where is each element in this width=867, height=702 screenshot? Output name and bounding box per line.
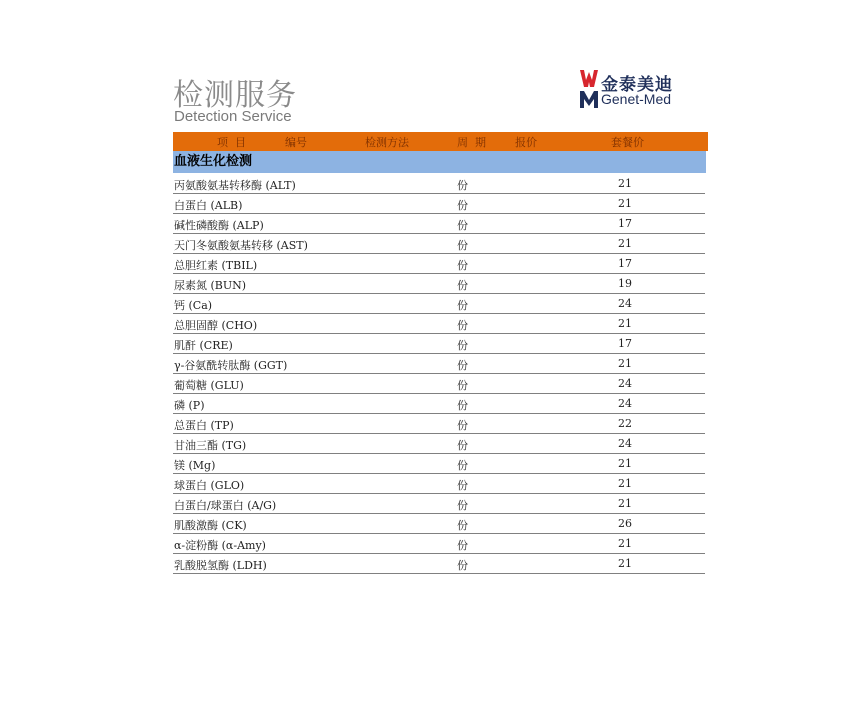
- unit: 份: [457, 459, 468, 472]
- table-row: [173, 514, 705, 534]
- test-name: 总胆固醇 (CHO): [174, 319, 258, 332]
- test-name: 球蛋白 (GLO): [174, 479, 245, 492]
- unit: 份: [457, 259, 468, 272]
- table-header: [173, 132, 708, 151]
- table-row: [173, 474, 705, 494]
- table-row: [173, 174, 705, 194]
- table-row: [173, 554, 705, 574]
- unit: 份: [457, 199, 468, 212]
- test-name: 碱性磷酸酶 (ALP): [174, 219, 264, 232]
- price: 17: [618, 217, 632, 230]
- unit: 份: [457, 299, 468, 312]
- header-quote: 报价: [515, 136, 537, 149]
- price: 21: [618, 197, 632, 210]
- unit: 份: [457, 219, 468, 232]
- test-name: α-淀粉酶 (α-Amy): [174, 539, 266, 552]
- table-row: [173, 434, 705, 454]
- logo-text-cn: 金泰美迪: [601, 75, 673, 95]
- test-name: 钙 (Ca): [174, 299, 213, 312]
- price: 21: [618, 177, 632, 190]
- price: 21: [618, 537, 632, 550]
- price: 24: [618, 397, 632, 410]
- price: 22: [618, 417, 632, 430]
- header-period: 周 期: [457, 136, 486, 149]
- price: 21: [618, 357, 632, 370]
- test-name: 磷 (P): [174, 399, 205, 412]
- price: 21: [618, 557, 632, 570]
- price: 17: [618, 257, 632, 270]
- page-subtitle: Detection Service: [174, 108, 292, 125]
- unit: 份: [457, 359, 468, 372]
- table-row: [173, 194, 705, 214]
- unit: 份: [457, 499, 468, 512]
- test-table: [173, 174, 705, 574]
- price: 21: [618, 457, 632, 470]
- unit: 份: [457, 439, 468, 452]
- table-row: [173, 494, 705, 514]
- test-name: 白蛋白 (ALB): [174, 199, 243, 212]
- table-row: [173, 214, 705, 234]
- test-name: 天门冬氨酸氨基转移 (AST): [174, 239, 308, 252]
- test-name: 乳酸脱氢酶 (LDH): [174, 559, 267, 572]
- table-row: [173, 294, 705, 314]
- price: 21: [618, 497, 632, 510]
- test-name: 总蛋白 (TP): [174, 419, 234, 432]
- category-header: 血液生化检测: [173, 151, 706, 173]
- price: 17: [618, 337, 632, 350]
- price: 24: [618, 437, 632, 450]
- page-title: 检测服务: [173, 78, 297, 113]
- header-item: 项 目: [217, 136, 246, 149]
- test-name: 肌酐 (CRE): [174, 339, 233, 352]
- table-row: [173, 534, 705, 554]
- test-name: 葡萄糖 (GLU): [174, 379, 244, 392]
- genet-med-logo-icon: [580, 70, 598, 108]
- header-method: 检测方法: [365, 136, 409, 149]
- table-row: [173, 314, 705, 334]
- price: 21: [618, 317, 632, 330]
- price: 24: [618, 377, 632, 390]
- test-name: 白蛋白/球蛋白 (A/G): [174, 499, 277, 512]
- price: 19: [618, 277, 632, 290]
- price: 21: [618, 237, 632, 250]
- unit: 份: [457, 519, 468, 532]
- test-name: 甘油三酯 (TG): [174, 439, 247, 452]
- test-name: 丙氨酸氨基转移酶 (ALT): [174, 179, 296, 192]
- unit: 份: [457, 419, 468, 432]
- table-row: [173, 254, 705, 274]
- unit: 份: [457, 399, 468, 412]
- table-row: [173, 234, 705, 254]
- unit: 份: [457, 279, 468, 292]
- table-row: [173, 374, 705, 394]
- table-row: [173, 414, 705, 434]
- header-package-price: 套餐价: [611, 136, 644, 149]
- test-name: 肌酸激酶 (CK): [174, 519, 247, 532]
- header-code: 编号: [285, 136, 307, 149]
- table-row: [173, 394, 705, 414]
- logo-text-en: Genet-Med: [601, 91, 672, 107]
- unit: 份: [457, 479, 468, 492]
- unit: 份: [457, 319, 468, 332]
- table-row: [173, 334, 705, 354]
- test-name: 镁 (Mg): [174, 459, 216, 472]
- unit: 份: [457, 239, 468, 252]
- test-name: γ-谷氨酰转肽酶 (GGT): [174, 359, 288, 372]
- test-name: 尿素氮 (BUN): [174, 279, 247, 292]
- price: 24: [618, 297, 632, 310]
- table-row: [173, 274, 705, 294]
- unit: 份: [457, 339, 468, 352]
- price: 21: [618, 477, 632, 490]
- company-logo: [580, 70, 710, 110]
- table-row: [173, 354, 705, 374]
- table-row: [173, 454, 705, 474]
- unit: 份: [457, 539, 468, 552]
- price: 26: [618, 517, 632, 530]
- test-name: 总胆红素 (TBIL): [174, 259, 258, 272]
- unit: 份: [457, 559, 468, 572]
- unit: 份: [457, 179, 468, 192]
- unit: 份: [457, 379, 468, 392]
